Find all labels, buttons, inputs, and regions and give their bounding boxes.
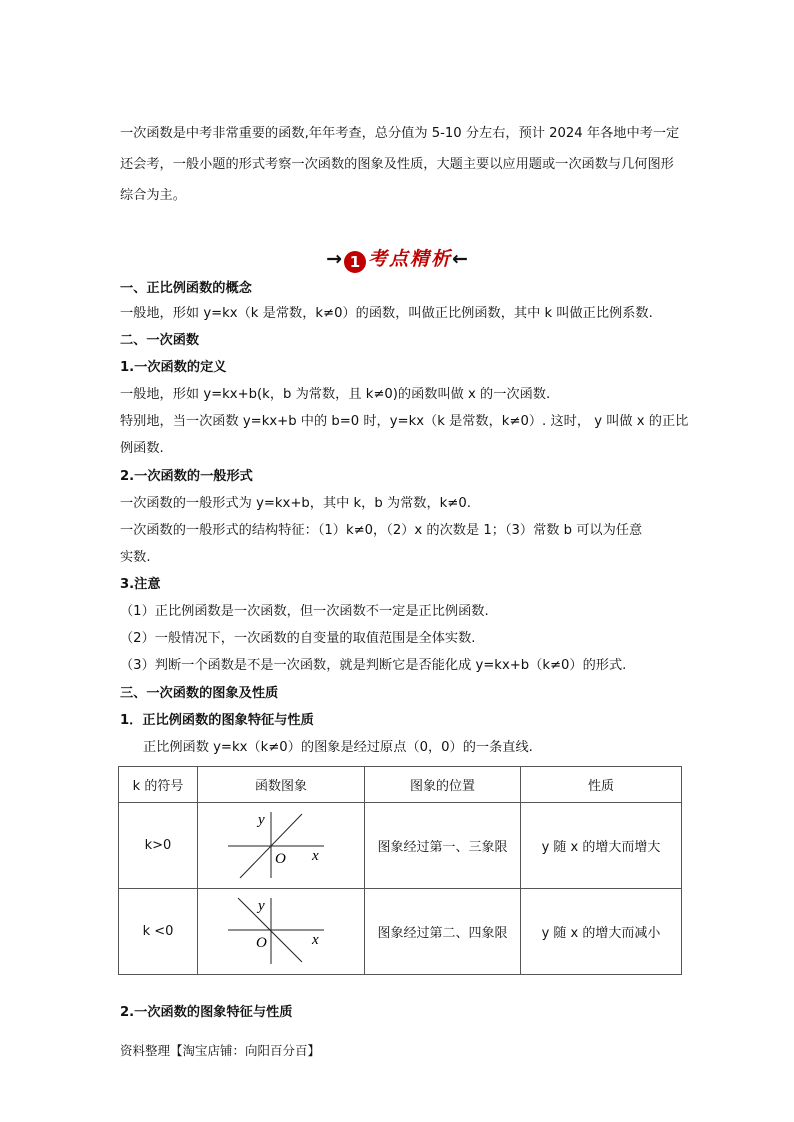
intro-paragraph: 一次函数是中考非常重要的函数,年年考查，总分值为 5-10 分左右，预计 2024 年各地中考一定还会考，一般小题的形式考察一次函数的图象及性质，大题主要以应用题或一次函数与几何图形综合为主。	[120, 126, 680, 203]
decreasing-line-graph	[216, 892, 346, 968]
text-s2-1b: 特别地，当一次函数 y=kx+b 中的 b=0 时，y=kx（k 是常数，k≠0）. 这时， y 叫做 x 的正比	[120, 414, 689, 429]
right-arrow-icon: ←	[452, 248, 468, 270]
heading-s2: 二、一次函数	[120, 333, 200, 348]
increasing-line-graph	[216, 806, 346, 882]
table-row	[119, 803, 682, 889]
number-badge: 1	[344, 251, 366, 273]
graph-cell	[198, 889, 365, 975]
text-s2-1a: 一般地，形如 y=kx+b(k，b 为常数，且 k≠0)的函数叫做 x 的一次函数.	[120, 387, 551, 402]
note-3: （3）判断一个函数是不是一次函数，就是判断它是否能化成 y=kx+b（k≠0）的形式.	[120, 658, 627, 673]
table-header-row	[119, 767, 682, 803]
sign-cell: k>0	[119, 803, 198, 889]
heading-s2-3: 3.注意	[120, 577, 161, 592]
heading-s1: 一、正比例函数的概念	[120, 281, 252, 296]
heading-s2-1: 1.一次函数的定义	[120, 360, 227, 375]
graph-cell	[198, 803, 365, 889]
origin-label: O	[275, 850, 286, 867]
section-banner	[0, 244, 794, 273]
heading-s3-1: 1．正比例函数的图象特征与性质	[120, 713, 314, 728]
banner-title: 考点精析	[367, 248, 452, 270]
y-label: y	[258, 811, 265, 828]
table-header-cell: 性质	[521, 767, 682, 803]
table-header-cell: 图象的位置	[365, 767, 521, 803]
text-s2-1c: 例函数.	[120, 441, 164, 456]
text-s1: 一般地，形如 y=kx（k 是常数，k≠0）的函数，叫做正比例函数，其中 k 叫做正比例系数.	[120, 306, 653, 321]
x-label: x	[312, 847, 319, 864]
heading-s3: 三、一次函数的图象及性质	[120, 686, 279, 701]
note-2: （2）一般情况下，一次函数的自变量的取值范围是全体实数.	[120, 631, 476, 646]
table-header-cell: k 的符号	[119, 767, 198, 803]
left-arrow-icon: →	[326, 248, 342, 270]
heading-s3-2: 2.一次函数的图象特征与性质	[120, 1005, 293, 1020]
text-s2-2a: 一次函数的一般形式为 y=kx+b，其中 k，b 为常数，k≠0.	[120, 496, 471, 511]
note-1: （1）正比例函数是一次函数，但一次函数不一定是正比例函数.	[120, 604, 489, 619]
text-s2-2c: 实数.	[120, 550, 151, 565]
property-cell: y 随 x 的增大而增大	[521, 803, 682, 889]
text-s3-1: 正比例函数 y=kx（k≠0）的图象是经过原点（0，0）的一条直线.	[143, 740, 533, 755]
table-row	[119, 889, 682, 975]
origin-label: O	[256, 934, 267, 951]
y-label: y	[258, 897, 265, 914]
heading-s2-2: 2.一次函数的一般形式	[120, 469, 253, 484]
position-cell: 图象经过第二、四象限	[365, 889, 521, 975]
sign-cell: k <0	[119, 889, 198, 975]
property-cell: y 随 x 的增大而减小	[521, 889, 682, 975]
position-cell: 图象经过第一、三象限	[365, 803, 521, 889]
table-header-cell: 函数图象	[198, 767, 365, 803]
text-s2-2b: 一次函数的一般形式的结构特征：（1）k≠0，（2）x 的次数是 1；（3）常数 b 可以为任意	[120, 523, 643, 538]
footer-note: 资料整理【淘宝店铺：向阳百分百】	[120, 1043, 321, 1058]
properties-table	[118, 766, 682, 975]
x-label: x	[312, 931, 319, 948]
